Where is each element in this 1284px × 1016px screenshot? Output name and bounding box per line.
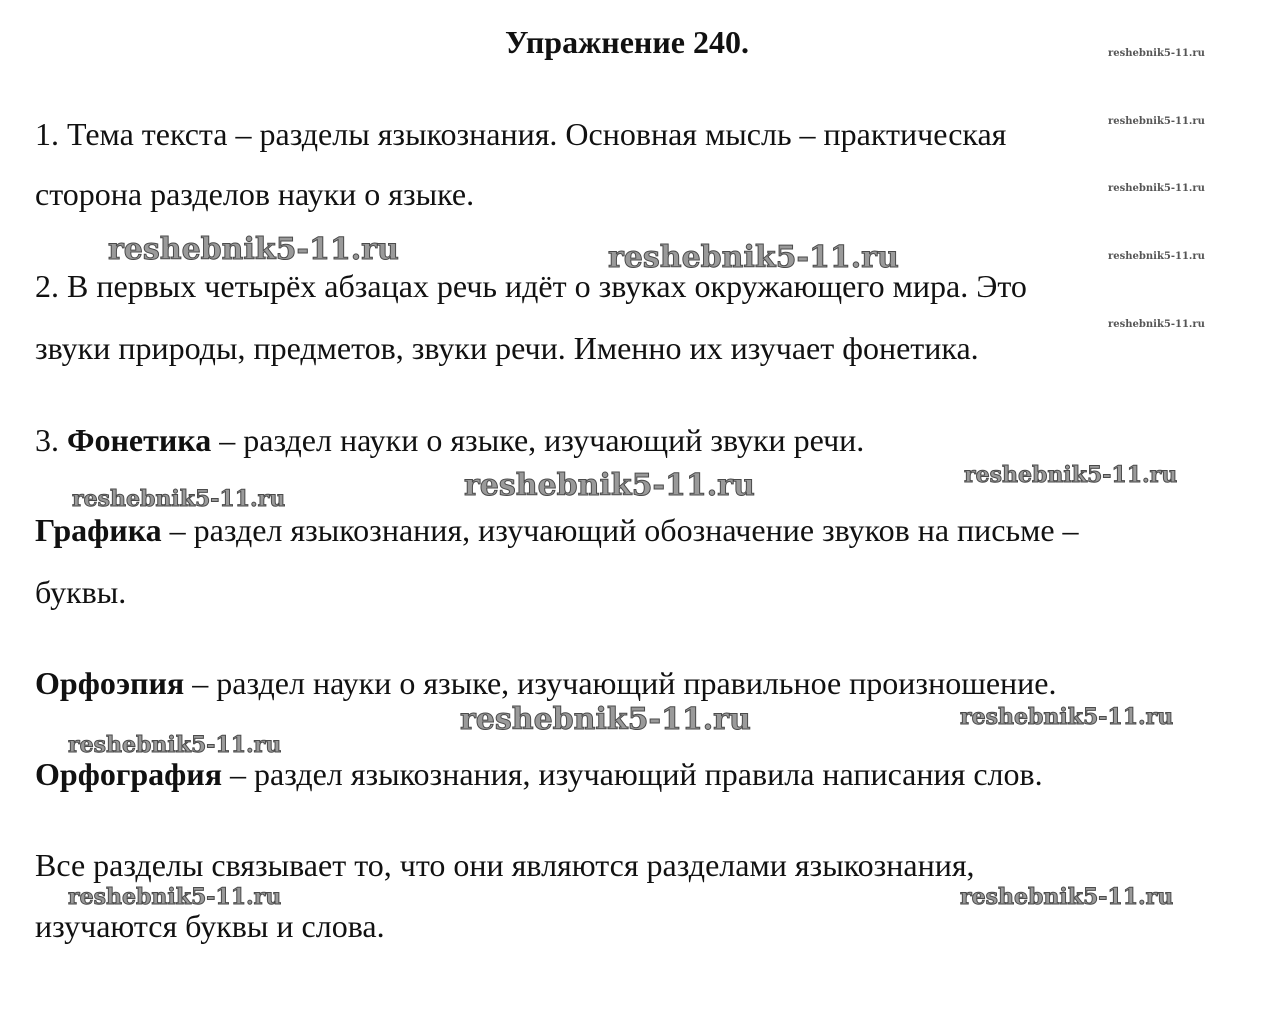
- exercise-title: Упражнение 240.: [504, 24, 749, 60]
- definition-orthography: – раздел языкознания, изучающий правила написания слов.: [222, 756, 1043, 792]
- watermark: reshebnik5-11.ru: [960, 704, 1174, 730]
- term-phonetics: Фонетика: [67, 422, 212, 458]
- paragraph-conclusion-line-2: изучаются буквы и слова.: [35, 908, 385, 944]
- paragraph-orthography: [35, 756, 1043, 793]
- watermark: reshebnik5-11.ru: [1108, 251, 1205, 262]
- watermark: reshebnik5-11.ru: [1108, 183, 1205, 194]
- watermark: reshebnik5-11.ru: [964, 462, 1178, 488]
- watermark: reshebnik5-11.ru: [72, 486, 286, 512]
- paragraph-2-line-1: 2. В первых четырёх абзацах речь идёт о звуках окружающего мира. Это: [35, 268, 1027, 304]
- paragraph-1-line-2: сторона разделов науки о языке.: [35, 176, 475, 212]
- paragraph-3-phonetics: [35, 422, 864, 459]
- term-orthoepy: Орфоэпия: [35, 665, 185, 701]
- watermark: reshebnik5-11.ru: [608, 240, 899, 275]
- paragraph-graphics-line-2: буквы.: [35, 574, 127, 610]
- watermark: reshebnik5-11.ru: [464, 468, 755, 503]
- watermark: reshebnik5-11.ru: [68, 732, 282, 758]
- definition-orthoepy: – раздел науки о языке, изучающий правильное произношение.: [184, 665, 1057, 701]
- paragraph-graphics-line-1: [35, 512, 1079, 549]
- paragraph-2-line-2: звуки природы, предметов, звуки речи. Именно их изучает фонетика.: [35, 330, 979, 366]
- watermark: reshebnik5-11.ru: [1108, 48, 1205, 59]
- term-graphics: Графика: [35, 512, 162, 548]
- paragraph-conclusion-line-1: Все разделы связывает то, что они являются разделами языкознания,: [35, 847, 975, 883]
- paragraph-1-line-1: 1. Тема текста – разделы языкознания. Основная мысль – практическая: [35, 116, 1007, 152]
- paragraph-orthoepy: [35, 665, 1056, 702]
- watermark: reshebnik5-11.ru: [108, 232, 399, 267]
- watermark: reshebnik5-11.ru: [460, 702, 751, 737]
- item-number: 3.: [35, 422, 67, 458]
- term-orthography: Орфография: [35, 756, 223, 792]
- watermark: reshebnik5-11.ru: [1108, 319, 1205, 330]
- watermark: reshebnik5-11.ru: [1108, 116, 1205, 127]
- watermark: reshebnik5-11.ru: [960, 884, 1174, 910]
- definition-graphics: – раздел языкознания, изучающий обозначение звуков на письме –: [161, 512, 1079, 548]
- watermark: reshebnik5-11.ru: [68, 884, 282, 910]
- definition-phonetics: – раздел науки о языке, изучающий звуки речи.: [211, 422, 865, 458]
